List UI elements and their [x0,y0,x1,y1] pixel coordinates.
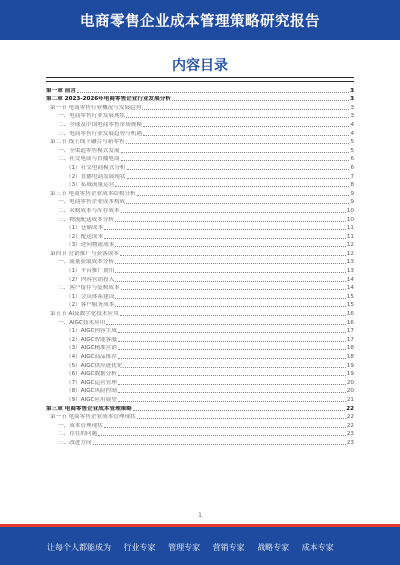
toc-dot-leader [172,100,349,101]
footer-slogan [47,542,344,553]
toc-dot-leader [118,384,346,385]
toc-entry-title: 二、采购成本与库存成本 [58,207,120,214]
toc-entry-title: （6）AIGC数据分析 [66,371,117,378]
toc-entry-title: 三、电商零售行业发展趋势与机遇 [58,130,142,137]
toc-dot-leader [118,392,346,393]
toc-entry-page: 14 [346,285,354,292]
toc-entry-page: 20 [346,379,354,386]
toc-entry[interactable] [46,352,354,361]
toc-entry-page: 3 [350,87,354,94]
footer-slogan-item: 营销专家 [212,543,245,552]
toc-entry-title: 一、电商零售行业发展现状 [58,113,126,120]
toc-entry-page: 17 [346,336,354,343]
footer-slogan-item: 管理专家 [168,543,201,552]
toc-entry-title: 第四节 营销推广与获客成本 [50,250,119,257]
toc-entry-page: 10 [346,207,354,214]
toc-entry-page: 7 [350,173,354,180]
toc-dot-leader [126,203,349,204]
toc-entry[interactable] [46,86,354,95]
toc-dot-leader [115,221,346,222]
toc-entry-title: 二、存在的问题 [58,431,98,438]
toc-dot-leader [77,92,349,93]
toc-entry-page: 13 [346,259,354,266]
toc-dot-leader [118,375,346,376]
toc-entry-title: （2）AIGC智能客服 [66,336,117,343]
toc-entry[interactable] [46,172,354,181]
toc-entry-title: （3）私域流量运营 [66,182,115,189]
toc-dot-leader [123,367,345,368]
toc-dot-leader [121,212,346,213]
toc-dot-leader [126,143,350,144]
toc-entry-page: 16 [346,311,354,318]
toc-entry-title: 二、全球及中国电商零售市场规模 [58,121,142,128]
toc-entry-page: 8 [350,182,354,189]
footer-slogan-lead: 让每个人都能成为 [47,543,111,552]
toc-entry-page: 5 [350,139,354,146]
toc-entry-title: （1）社交电商模式分析 [66,164,126,171]
toc-entry-page: 19 [346,362,354,369]
toc-entry[interactable] [46,241,354,250]
toc-entry-title: 一、AIGC技术应用 [58,319,106,326]
toc-entry-page: 5 [350,147,354,154]
toc-dot-leader [118,401,346,402]
toc-dot-leader [126,117,349,118]
toc-dot-leader [127,178,350,179]
toc-entry-title: 第三节 电商零售企业成本结构分析 [50,190,136,197]
toc-entry-page: 15 [346,293,354,300]
toc-entry-title: （1）平台推广费用 [66,268,115,275]
footer-slogan-item: 行业专家 [123,543,156,552]
toc-entry-page: 6 [350,164,354,171]
toc-entry-title: （2）直播电商发展现状 [66,173,126,180]
toc-entry[interactable] [46,404,354,413]
footer-bar [0,524,400,565]
toc-dot-leader [104,427,346,428]
toc-dot-leader [142,109,349,110]
toc-entry-title: 二、社交电商与直播电商 [58,156,120,163]
toc-entry-title: （8）AIGC风险控制 [66,388,117,395]
toc-entry-page: 11 [346,225,354,232]
toc-entry-page: 12 [346,242,354,249]
toc-entry-title: 第一节 电商零售行业概况与发展趋势 [50,104,142,111]
toc-entry-page: 3 [350,104,354,111]
toc-entry[interactable] [46,224,354,233]
toc-entry[interactable] [46,292,354,301]
toc-dot-leader [133,410,345,411]
toc-entry[interactable] [46,438,354,447]
toc-entry-title: 第二章 2023-2026年电商零售企业行业发展分析 [46,96,171,103]
toc-entry-page: 10 [346,216,354,223]
toc-entry-title: （4）AIGC商品推荐 [66,354,117,360]
toc-entry-page: 9 [350,190,354,197]
toc-entry-title: 第一节 电商零售企业成本管理现状 [50,414,136,421]
toc-dot-leader [127,169,350,170]
toc-dot-leader [115,306,346,307]
toc-entry-page: 9 [350,199,354,206]
toc-entry-page: 18 [346,354,354,360]
toc-entry-page: 12 [346,250,354,257]
toc-entry[interactable] [46,275,354,284]
toc-dot-leader [143,135,350,136]
toc-entry[interactable] [46,266,354,275]
toc-entry[interactable] [46,309,354,318]
toc-entry[interactable] [46,129,354,138]
toc-entry-title: 第一章 前言 [46,87,76,94]
toc-entry-page: 19 [346,371,354,378]
toc-entry-page: 16 [346,319,354,326]
toc-entry[interactable] [46,361,354,370]
toc-entry-page: 22 [346,405,354,412]
toc-entry-page: 20 [346,388,354,395]
toc-dot-leader [115,298,346,299]
toc-entry-page: 3 [350,113,354,120]
toc-entry[interactable] [46,198,354,207]
toc-entry-page: 18 [346,345,354,352]
toc-entry-page: 15 [346,302,354,309]
toc-entry[interactable] [46,155,354,164]
toc-entry[interactable] [46,387,354,396]
toc-dot-leader [93,444,346,445]
toc-entry-page: 3 [350,96,354,103]
toc-list [46,86,354,447]
toc-entry-title: 一、全渠道零售模式发展 [58,147,120,154]
toc-entry[interactable] [46,395,354,404]
toc-entry-title: 一、电商零售企业成本构成 [58,199,126,206]
toc-dot-leader [118,341,346,342]
toc-dot-leader [120,255,346,256]
toc-entry-page: 22 [346,422,354,429]
toc-entry-title: 二、客户留存与复购成本 [58,285,120,292]
toc-entry[interactable] [46,112,354,121]
toc-entry-title: （3）AIGC精准营销 [66,345,117,352]
toc-entry-title: （9）AIGC应用展望 [66,396,117,403]
toc-entry-title: 一、成本管理现状 [58,422,103,429]
toc-entry-page: 6 [350,156,354,163]
toc-rule-bottom [46,81,354,82]
footer-accent-band [0,524,400,527]
toc-entry-page: 22 [346,414,354,421]
toc-dot-leader [115,272,346,273]
toc-entry-page: 23 [346,431,354,438]
report-title: 电商零售企业成本管理策略研究报告 [80,14,320,30]
toc-entry-title: 第二节 线上线下融合与新零售 [50,139,125,146]
toc-entry[interactable] [46,413,354,422]
toc-entry[interactable] [46,206,354,215]
toc-entry[interactable] [46,146,354,155]
toc-dot-leader [115,186,349,187]
toc-entry-title: （1）AIGC内容生成 [66,328,117,335]
toc-entry[interactable] [46,421,354,430]
toc-entry-page: 13 [346,268,354,275]
toc-entry-page: 21 [346,396,354,403]
toc-dot-leader [120,315,346,316]
toc-entry[interactable] [46,120,354,129]
toc-entry-title: 三、物流配送成本分析 [58,216,114,223]
toc-entry-title: （2）配送成本 [66,233,104,240]
toc-entry[interactable] [46,181,354,190]
toc-dot-leader [115,281,346,282]
footer-slogan-item: 战略专家 [257,543,290,552]
toc-entry[interactable] [46,215,354,224]
toc-entry[interactable] [46,232,354,241]
toc-entry[interactable] [46,189,354,198]
toc-dot-leader [137,195,350,196]
toc-rule-top [46,77,354,78]
toc-dot-leader [118,349,346,350]
toc-dot-leader [106,324,346,325]
toc-entry-page: 17 [346,328,354,335]
toc-entry[interactable] [46,318,354,327]
toc-dot-leader [98,435,346,436]
toc-dot-leader [121,160,350,161]
toc-entry[interactable] [46,335,354,344]
toc-dot-leader [121,289,346,290]
toc-dot-leader [121,152,350,153]
toc-entry-title: （5）AIGC供应链优化 [66,362,123,369]
footer-slogan-item: 成本专家 [301,543,334,552]
toc-entry-title: （7）AIGC运营管理 [66,379,117,386]
report-header [0,0,400,40]
toc-entry[interactable] [46,138,354,147]
toc-dot-leader [104,229,346,230]
toc-entry[interactable] [46,327,354,336]
toc-entry-page: 4 [350,130,354,137]
toc-entry-title: 第五节 AI及数字化技术应用 [50,311,119,318]
toc-entry[interactable] [46,95,354,104]
toc-dot-leader [104,238,346,239]
toc-entry[interactable] [46,258,354,267]
toc-entry-page: 4 [350,121,354,128]
toc-entry[interactable] [46,370,354,379]
toc-entry[interactable] [46,103,354,112]
toc-entry-title: （1）仓储成本 [66,225,104,232]
toc-entry-title: （1）会员体系建设 [66,293,115,300]
toc-entry-page: 23 [346,439,354,446]
toc-entry[interactable] [46,284,354,293]
toc-entry[interactable] [46,301,354,310]
toc-entry-title: （2）内容营销投入 [66,276,115,283]
toc-dot-leader [118,358,346,359]
toc-entry-title: （2）客户服务成本 [66,302,115,309]
toc-entry[interactable] [46,344,354,353]
toc-entry-title: 一、流量获取成本分析 [58,259,114,266]
page-number: 1 [198,512,202,519]
toc-dot-leader [115,263,346,264]
toc-entry[interactable] [46,163,354,172]
toc-dot-leader [118,332,346,333]
toc-entry[interactable] [46,378,354,387]
toc-entry-title: （3）逆向物流成本 [66,242,115,249]
toc-entry-title: 第三章 电商零售企业成本管理策略 [46,405,132,412]
toc-dot-leader [143,126,350,127]
toc-entry-page: 14 [346,276,354,283]
toc-dot-leader [115,246,346,247]
toc-dot-leader [137,418,346,419]
toc-entry-page: 11 [346,233,354,240]
toc-entry-title: 三、改进方向 [58,439,92,446]
toc-entry[interactable] [46,430,354,439]
toc-heading: 内容目录 [172,58,228,74]
toc-entry[interactable] [46,249,354,258]
